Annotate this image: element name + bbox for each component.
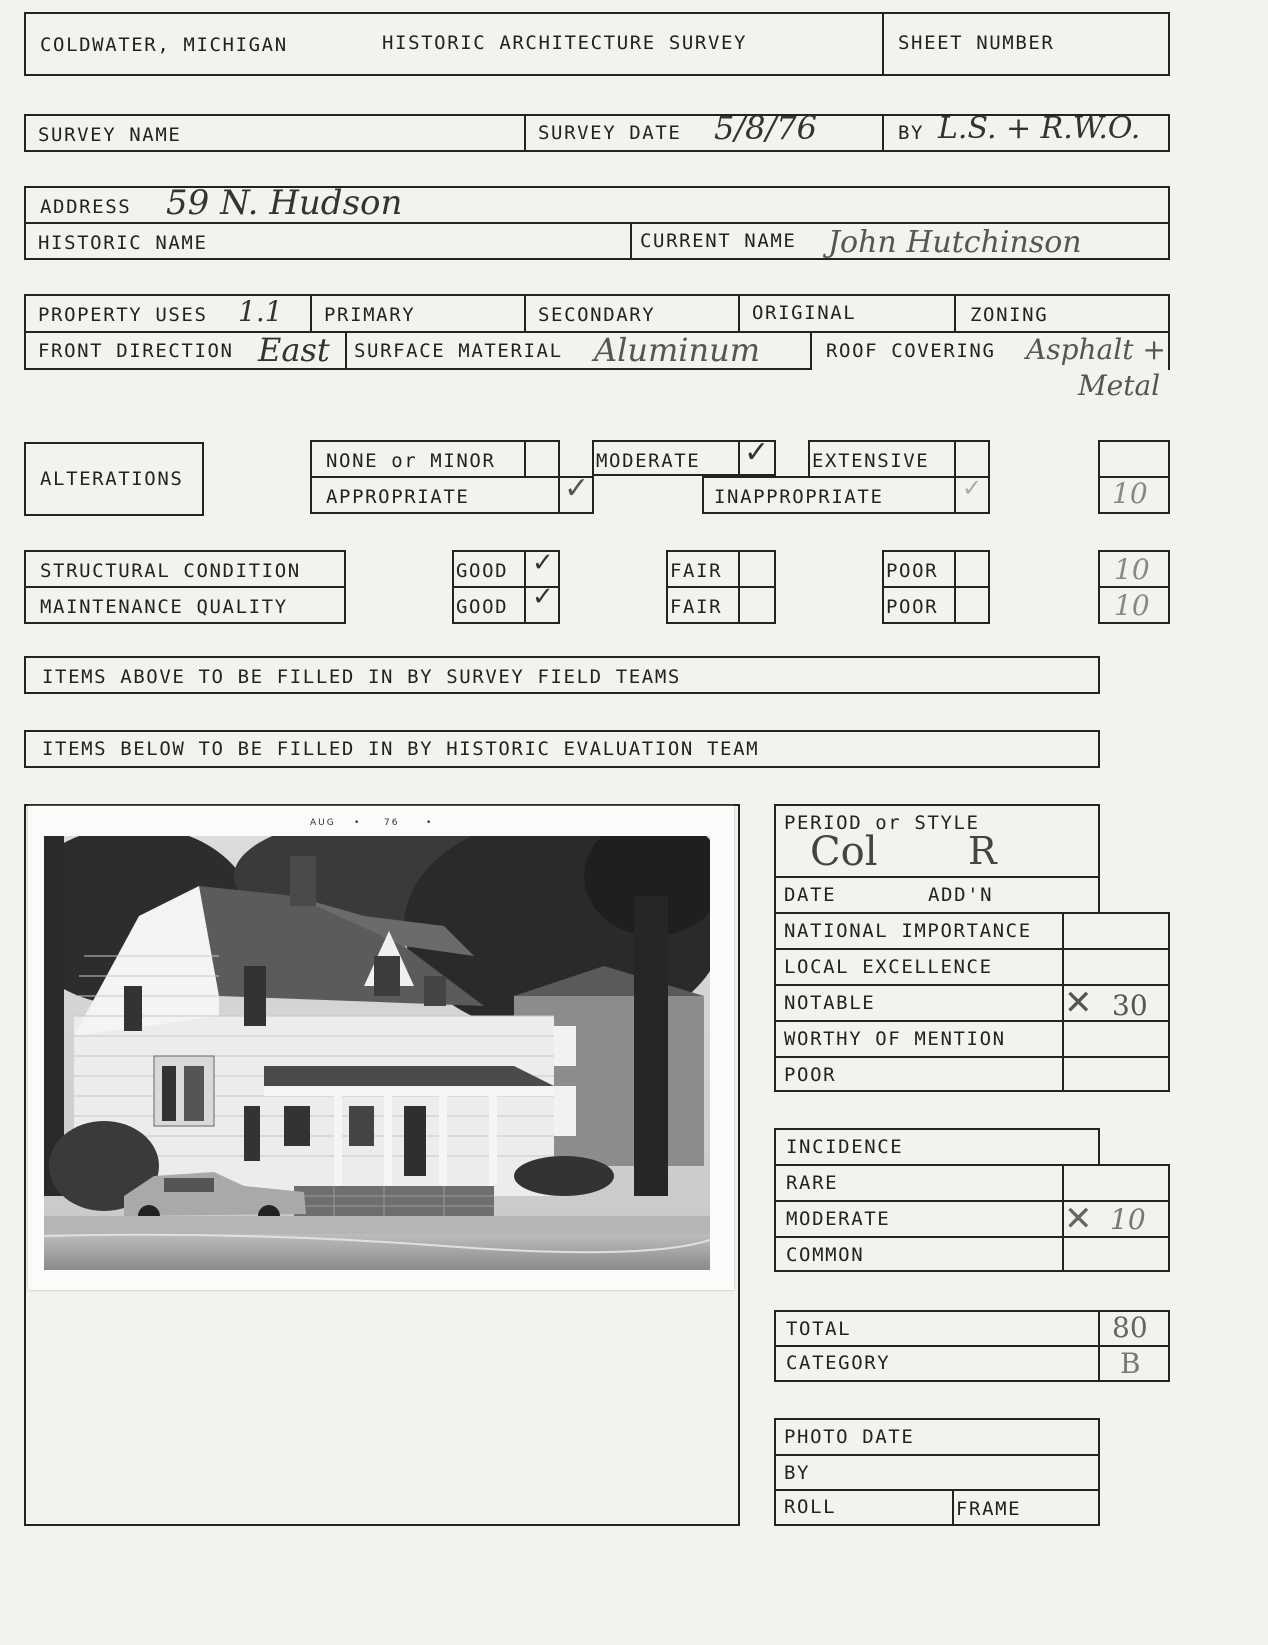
roll-label: ROLL: [784, 1496, 837, 1518]
property-left: [24, 294, 26, 370]
incidence-moderate-score: 10: [1110, 1203, 1146, 1236]
address-left: [24, 186, 26, 260]
survey-row-div2: [882, 114, 884, 152]
form-title: HISTORIC ARCHITECTURE SURVEY: [382, 32, 748, 54]
alterations-score: 10: [1112, 477, 1148, 510]
property-uses-label: PROPERTY USES: [38, 304, 208, 326]
survey-date-value: 5/8/76: [714, 109, 817, 147]
photo-date-label: PHOTO DATE: [784, 1426, 915, 1448]
good-structural-check: ✓: [532, 548, 554, 578]
note-above: ITEMS ABOVE TO BE FILLED IN BY SURVEY FIELD TEAMS: [42, 666, 681, 688]
period-style-label: PERIOD or STYLE: [784, 812, 980, 834]
incidence-line-2: [774, 1200, 1170, 1202]
none-minor-label: NONE or MINOR: [326, 450, 496, 472]
structural-score: 10: [1114, 553, 1150, 586]
city-label: COLDWATER, MICHIGAN: [40, 34, 288, 56]
secondary-label: SECONDARY: [538, 304, 656, 326]
notable-x-mark: ✕: [1064, 983, 1093, 1023]
historic-name-label: HISTORIC NAME: [38, 232, 208, 254]
notable-label: NOTABLE: [784, 992, 876, 1014]
none-minor-check-div: [524, 440, 526, 478]
period-left: [774, 804, 776, 1090]
property-div5: [345, 331, 347, 370]
current-name-label: CURRENT NAME: [640, 230, 797, 252]
incidence-score-right: [1168, 1164, 1170, 1272]
photo-info-line-2: [774, 1489, 1100, 1491]
poor-maintenance-label: POOR: [886, 596, 939, 618]
poor-structural-label: POOR: [886, 560, 939, 582]
inappropriate-check-mark: ✓: [962, 474, 983, 502]
incidence-line-1: [774, 1164, 1170, 1166]
incidence-line-3: [774, 1236, 1170, 1238]
survey-name-label: SURVEY NAME: [38, 124, 182, 146]
address-right: [1168, 186, 1170, 260]
survey-by-label: BY: [898, 122, 925, 144]
sheet-number-label: SHEET NUMBER: [898, 32, 1055, 54]
period-line-6: [774, 1056, 1170, 1058]
property-right: [1168, 294, 1170, 370]
surface-material-value: Aluminum: [594, 331, 761, 369]
fair-structural-label: FAIR: [670, 560, 723, 582]
property-div6: [810, 331, 812, 370]
condition-label-mid: [24, 586, 346, 588]
property-top: [24, 294, 1170, 296]
survey-row-left: [24, 114, 26, 152]
photo-info-line-1: [774, 1454, 1100, 1456]
addn-label: ADD'N: [928, 884, 994, 906]
note-below-right: [1098, 730, 1100, 768]
inappropriate-label: INAPPROPRIATE: [714, 486, 884, 508]
address-label: ADDRESS: [40, 196, 132, 218]
photo-panel-left: [24, 804, 26, 1526]
photo-panel-right: [738, 804, 740, 1526]
national-importance-label: NATIONAL IMPORTANCE: [784, 920, 1032, 942]
survey-by-value: L.S. + R.W.O.: [938, 111, 1141, 146]
front-direction-value: East: [258, 331, 330, 369]
period-top: [774, 804, 1100, 806]
moderate-label: MODERATE: [596, 450, 701, 472]
alterations-label: ALTERATIONS: [40, 468, 184, 490]
photo-panel-bottom: [24, 1524, 740, 1526]
roof-covering-value-2: Metal: [1078, 369, 1161, 402]
photo-stamp-dot-1: •: [354, 818, 362, 828]
photo-card: [28, 806, 734, 1290]
category-label: CATEGORY: [786, 1352, 891, 1374]
incidence-label: INCIDENCE: [786, 1136, 904, 1158]
survey-row-div1: [524, 114, 526, 152]
extensive-left: [808, 440, 810, 476]
period-line-5: [774, 1020, 1170, 1022]
frame-label: FRAME: [956, 1498, 1022, 1520]
original-label: ORIGINAL: [752, 302, 857, 324]
property-div1: [310, 294, 312, 332]
fair-mid: [666, 586, 776, 588]
photo-info-div: [952, 1489, 954, 1526]
common-label: COMMON: [786, 1244, 865, 1266]
period-line-2: [774, 912, 1170, 914]
primary-label: PRIMARY: [324, 304, 416, 326]
photo-stamp-dot-2: •: [426, 818, 434, 828]
total-value: 80: [1112, 1311, 1148, 1344]
good-structural-label: GOOD: [456, 560, 509, 582]
zoning-label: ZONING: [970, 304, 1049, 326]
maintenance-quality-label: MAINTENANCE QUALITY: [40, 596, 288, 618]
incidence-right-upper: [1098, 1128, 1100, 1166]
survey-date-label: SURVEY DATE: [538, 122, 682, 144]
period-score-right: [1168, 912, 1170, 1092]
current-name-value: John Hutchinson: [828, 225, 1082, 260]
property-div3: [738, 294, 740, 332]
moderate-check-div: [738, 440, 740, 476]
good-maintenance-check: ✓: [532, 582, 554, 612]
worthy-label: WORTHY OF MENTION: [784, 1028, 1006, 1050]
note-below-left: [24, 730, 26, 768]
moderate-check-mark: ✓: [744, 435, 770, 470]
house-photo: [44, 836, 710, 1270]
survey-row-right: [1168, 114, 1170, 152]
note-below: ITEMS BELOW TO BE FILLED IN BY HISTORIC EVALUATION TEAM: [42, 738, 760, 760]
front-direction-label: FRONT DIRECTION: [38, 340, 234, 362]
survey-row-bottom: [24, 150, 1170, 152]
fair-maintenance-label: FAIR: [670, 596, 723, 618]
maintenance-score: 10: [1114, 589, 1150, 622]
total-label: TOTAL: [786, 1318, 852, 1340]
photo-by-label: BY: [784, 1462, 811, 1484]
note-below-top: [24, 730, 1100, 732]
period-line-1: [774, 876, 1100, 878]
poor-check-div: [954, 550, 956, 624]
eval-poor-label: POOR: [784, 1064, 837, 1086]
surface-material-label: SURFACE MATERIAL: [354, 340, 563, 362]
note-below-bottom: [24, 766, 1100, 768]
appropriate-check-mark: ✓: [564, 471, 590, 506]
poor-mid: [882, 586, 990, 588]
good-check-div: [524, 550, 526, 624]
header-divider: [882, 12, 884, 76]
property-div2: [524, 294, 526, 332]
fair-check-div: [738, 550, 740, 624]
extensive-top: [808, 440, 990, 442]
notable-score: 30: [1112, 989, 1148, 1022]
condition-score-mid: [1098, 586, 1170, 588]
property-div4: [954, 294, 956, 332]
period-bottom: [774, 1090, 1170, 1092]
period-right-upper: [1098, 804, 1100, 914]
photo-stamp-month: AUG: [310, 818, 336, 828]
incidence-bottom: [774, 1270, 1170, 1272]
totals-mid: [774, 1345, 1170, 1347]
incidence-top: [774, 1128, 1100, 1130]
period-style-value-2: R: [968, 829, 997, 873]
local-excellence-label: LOCAL EXCELLENCE: [784, 956, 993, 978]
address-value: 59 N. Hudson: [166, 183, 403, 223]
totals-div: [1098, 1310, 1100, 1382]
roof-covering-label: ROOF COVERING: [826, 340, 996, 362]
address-div: [630, 222, 632, 260]
appropriate-label: APPROPRIATE: [326, 486, 470, 508]
incidence-x-mark: ✕: [1064, 1199, 1093, 1239]
good-maintenance-label: GOOD: [456, 596, 509, 618]
rare-label: RARE: [786, 1172, 839, 1194]
date-label: DATE: [784, 884, 837, 906]
extensive-label: EXTENSIVE: [812, 450, 930, 472]
photo-stamp-year: 76: [384, 818, 400, 828]
period-style-value-1: Col: [810, 829, 878, 875]
category-value: B: [1120, 1347, 1141, 1380]
property-uses-value: 1.1: [238, 295, 283, 328]
appropriate-check-div: [558, 476, 560, 514]
incidence-moderate-label: MODERATE: [786, 1208, 891, 1230]
structural-condition-label: STRUCTURAL CONDITION: [40, 560, 301, 582]
period-line-4: [774, 984, 1170, 986]
period-line-3: [774, 948, 1170, 950]
roof-covering-value-1: Asphalt +: [1026, 333, 1166, 366]
